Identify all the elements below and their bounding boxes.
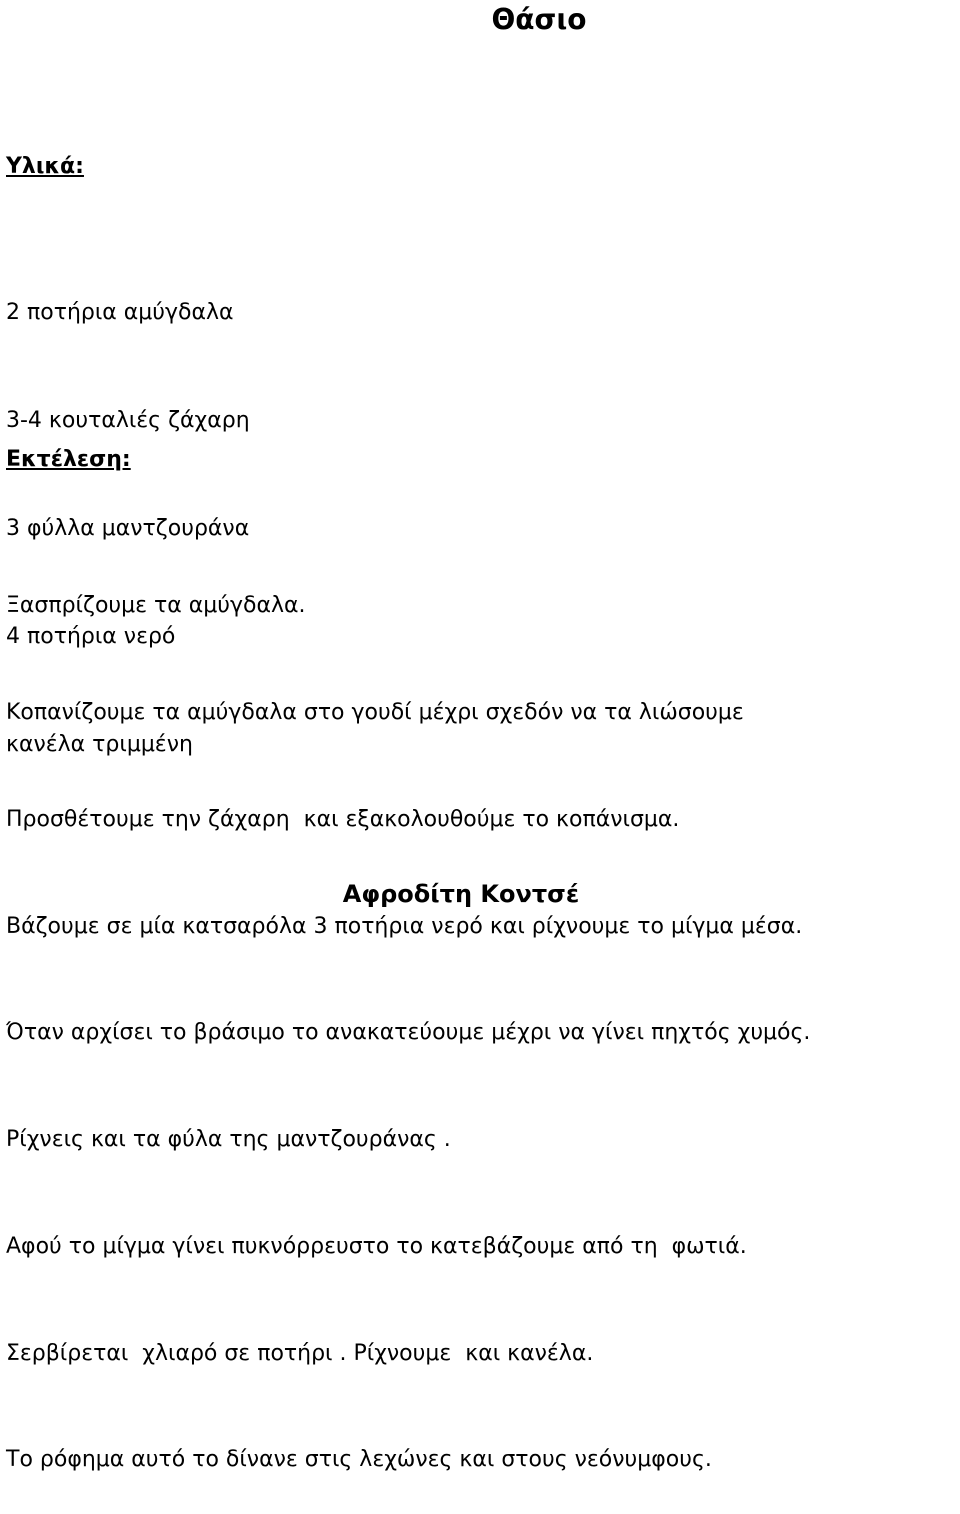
ingredient-item: 2 ποτήρια αμύγδαλα [6,300,234,325]
step-item: Το ρόφημα αυτό το δίνανε στις λεχώνες και στους νεόνυμφους. [6,1447,712,1473]
ingredient-item: κανέλα τριμμένη [6,732,193,757]
step-item: Προσθέτουμε την ζάχαρη και εξακολουθούμε το κοπάνισμα. [6,806,680,832]
step-item: Βάζουμε σε μία κατσαρόλα 3 ποτήρια νερό και ρίχνουμε το μίγμα μέσα. [6,913,803,939]
author-signature: Αφροδίτη Κοντσέ [342,880,580,908]
ingredient-item: 3 φύλλα μαντζουράνα [6,516,250,541]
step-item: Κοπανίζουμε τα αμύγδαλα στο γουδί μέχρι σχεδόν να τα λιώσουμε [6,699,744,725]
ingredients-heading: Υλικά: [6,154,84,179]
step-item: Αφού το μίγμα γίνει πυκνόρρευστο το κατεβάζουμε από τη φωτιά. [6,1233,747,1259]
step-item: Ρίχνεις και τα φύλα της μαντζουράνας . [6,1127,451,1153]
step-item: Όταν αρχίσει το βράσιμο το ανακατεύουμε μέχρι να γίνει πηχτός χυμός. [6,1020,811,1046]
execution-heading: Εκτέλεση: [6,447,131,472]
steps-list [6,517,810,1514]
step-item: Ξασπρίζουμε τα αμύγδαλα. [6,593,306,619]
step-item: Σερβίρεται χλιαρό σε ποτήρι . Ρίχνουμε και κανέλα. [6,1340,594,1366]
document-title: Θάσιο [491,3,587,36]
ingredient-item: 3-4 κουταλιές ζάχαρη [6,408,250,433]
ingredient-item: 4 ποτήρια νερό [6,624,176,649]
